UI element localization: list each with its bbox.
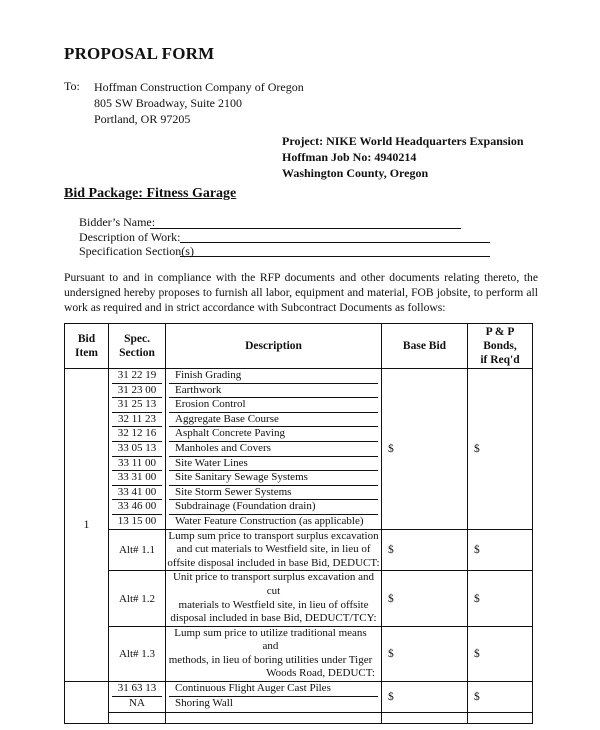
spec-section-code: 33 31 00 xyxy=(112,471,162,486)
to-label: To: xyxy=(64,79,80,93)
project-line: Washington County, Oregon xyxy=(282,166,429,180)
bonds-cell[interactable] xyxy=(468,626,533,681)
bid-table xyxy=(64,323,533,724)
alt-line: Unit price to transport surplus excavation and cut xyxy=(172,571,374,597)
work-description: Site Storm Sewer Systems xyxy=(169,486,378,501)
alt-code: Alt# 1.1 xyxy=(109,529,166,571)
base-bid-cell[interactable] xyxy=(382,682,468,713)
base-bid-value: $ xyxy=(388,647,394,660)
bonds-value: $ xyxy=(474,543,480,556)
alt-line: Lump sum price to transport surplus excavation xyxy=(168,529,379,542)
base-bid-value: $ xyxy=(388,442,394,455)
work-description: Site Sanitary Sewage Systems xyxy=(169,471,378,486)
header-description: Description xyxy=(166,324,382,369)
intro-paragraph: Pursuant to and in compliance with the RFP documents and other documents relating thereto, the undersigned hereby proposes to furnish all labor, equipment and material, FOB jobsite, to perform all work as required and in strict accordance with Subcontract Documents as follows: xyxy=(64,271,538,314)
bonds-value: $ xyxy=(474,442,480,455)
bid-item-number: 1 xyxy=(65,369,109,682)
spec-section-code: NA xyxy=(129,696,145,709)
spec-section-code: 33 46 00 xyxy=(112,500,162,515)
base-bid-value: $ xyxy=(388,592,394,605)
alt-line: Lump sum price to utilize traditional means and xyxy=(174,626,367,653)
base-bid-cell[interactable] xyxy=(382,626,468,681)
alt-code: Alt# 1.2 xyxy=(109,571,166,626)
work-description: Shoring Wall xyxy=(175,696,233,709)
base-bid-cell[interactable] xyxy=(382,571,468,626)
spec-section-code: 31 63 13 xyxy=(112,682,162,697)
description-list xyxy=(166,369,382,530)
spec-section-code: 33 11 00 xyxy=(112,457,162,472)
description-of-work-label: Description of Work: xyxy=(79,230,181,244)
bonds-cell[interactable] xyxy=(468,529,533,571)
spec-section-code: 31 23 00 xyxy=(112,384,162,399)
work-description: Aggregate Base Course xyxy=(169,413,378,428)
table-row-alt xyxy=(65,571,533,626)
alt-description xyxy=(166,529,382,571)
bidders-name-line[interactable] xyxy=(150,228,461,229)
bonds-cell[interactable] xyxy=(468,369,533,530)
spec-section-code: 33 41 00 xyxy=(112,486,162,501)
base-bid-cell[interactable] xyxy=(382,369,468,530)
spec-section-list xyxy=(109,682,166,713)
work-description: Site Water Lines xyxy=(169,457,378,472)
alt-line: and cut materials to Westfield site, in lieu of xyxy=(176,543,371,556)
work-description: Earthwork xyxy=(169,384,378,399)
address-line: Hoffman Construction Company of Oregon xyxy=(94,80,304,94)
spec-section-code: 33 05 13 xyxy=(112,442,162,457)
base-bid-value: $ xyxy=(388,691,394,704)
bid-item-number xyxy=(65,682,109,724)
table-row xyxy=(65,682,533,713)
alt-line: materials to Westfield site, in lieu of offsite xyxy=(178,598,369,611)
spec-section-code: 31 25 13 xyxy=(112,398,162,413)
work-description: Finish Grading xyxy=(169,369,378,384)
work-description: Asphalt Concrete Paving xyxy=(169,427,378,442)
address-line: Portland, OR 97205 xyxy=(94,112,191,126)
header-bid-item: Bid Item xyxy=(65,324,109,369)
page-title: PROPOSAL FORM xyxy=(64,44,215,63)
description-list xyxy=(166,682,382,713)
table-row-alt xyxy=(65,626,533,681)
alt-line: Woods Road, DEDUCT: xyxy=(266,667,375,680)
alt-line: offsite disposal included in base Bid, DEDUCT: xyxy=(167,556,380,569)
project-line: Hoffman Job No: 4940214 xyxy=(282,150,417,164)
alt-line: disposal included in base Bid, DEDUCT/TCY: xyxy=(170,612,377,625)
work-description: Erosion Control xyxy=(169,398,378,413)
work-description: Water Feature Construction (as applicable) xyxy=(175,514,364,527)
header-pp-bonds: P & P Bonds, if Req'd xyxy=(468,324,533,369)
header-spec-section: Spec. Section xyxy=(109,324,166,369)
bidders-name-label: Bidder’s Name: xyxy=(79,215,156,229)
project-line: Project: NIKE World Headquarters Expansion xyxy=(282,134,524,148)
alt-description xyxy=(166,626,382,681)
base-bid-value: $ xyxy=(388,543,394,556)
bid-package-heading: Bid Package: Fitness Garage xyxy=(64,186,237,201)
bonds-value: $ xyxy=(474,592,480,605)
bonds-cell[interactable] xyxy=(468,571,533,626)
header-base-bid: Base Bid xyxy=(382,324,468,369)
alt-description xyxy=(166,571,382,626)
address-line: 805 SW Broadway, Suite 2100 xyxy=(94,96,242,110)
project-info xyxy=(282,133,524,181)
table-header-row xyxy=(65,324,533,369)
description-of-work-line[interactable] xyxy=(180,242,490,243)
specification-sections-label: Specification Section(s) xyxy=(79,244,194,258)
specification-sections-line[interactable] xyxy=(180,256,490,257)
alt-code: Alt# 1.3 xyxy=(109,626,166,681)
table-row xyxy=(65,369,533,530)
spec-section-code: 31 22 19 xyxy=(112,369,162,384)
table-row-alt xyxy=(65,529,533,571)
bonds-value: $ xyxy=(474,691,480,704)
work-description: Manholes and Covers xyxy=(169,442,378,457)
work-description: Continuous Flight Auger Cast Piles xyxy=(169,682,378,697)
spec-section-list xyxy=(109,369,166,530)
base-bid-cell[interactable] xyxy=(382,529,468,571)
alt-line: methods, in lieu of boring utilities under Tiger xyxy=(168,653,373,666)
table-row-cut xyxy=(65,713,533,724)
spec-section-code: 32 11 23 xyxy=(112,413,162,428)
bonds-value: $ xyxy=(474,647,480,660)
spec-section-code: 13 15 00 xyxy=(117,514,157,527)
work-description: Subdrainage (Foundation drain) xyxy=(169,500,378,515)
recipient-address xyxy=(94,79,304,127)
spec-section-code: 32 12 16 xyxy=(112,427,162,442)
bonds-cell[interactable] xyxy=(468,682,533,713)
